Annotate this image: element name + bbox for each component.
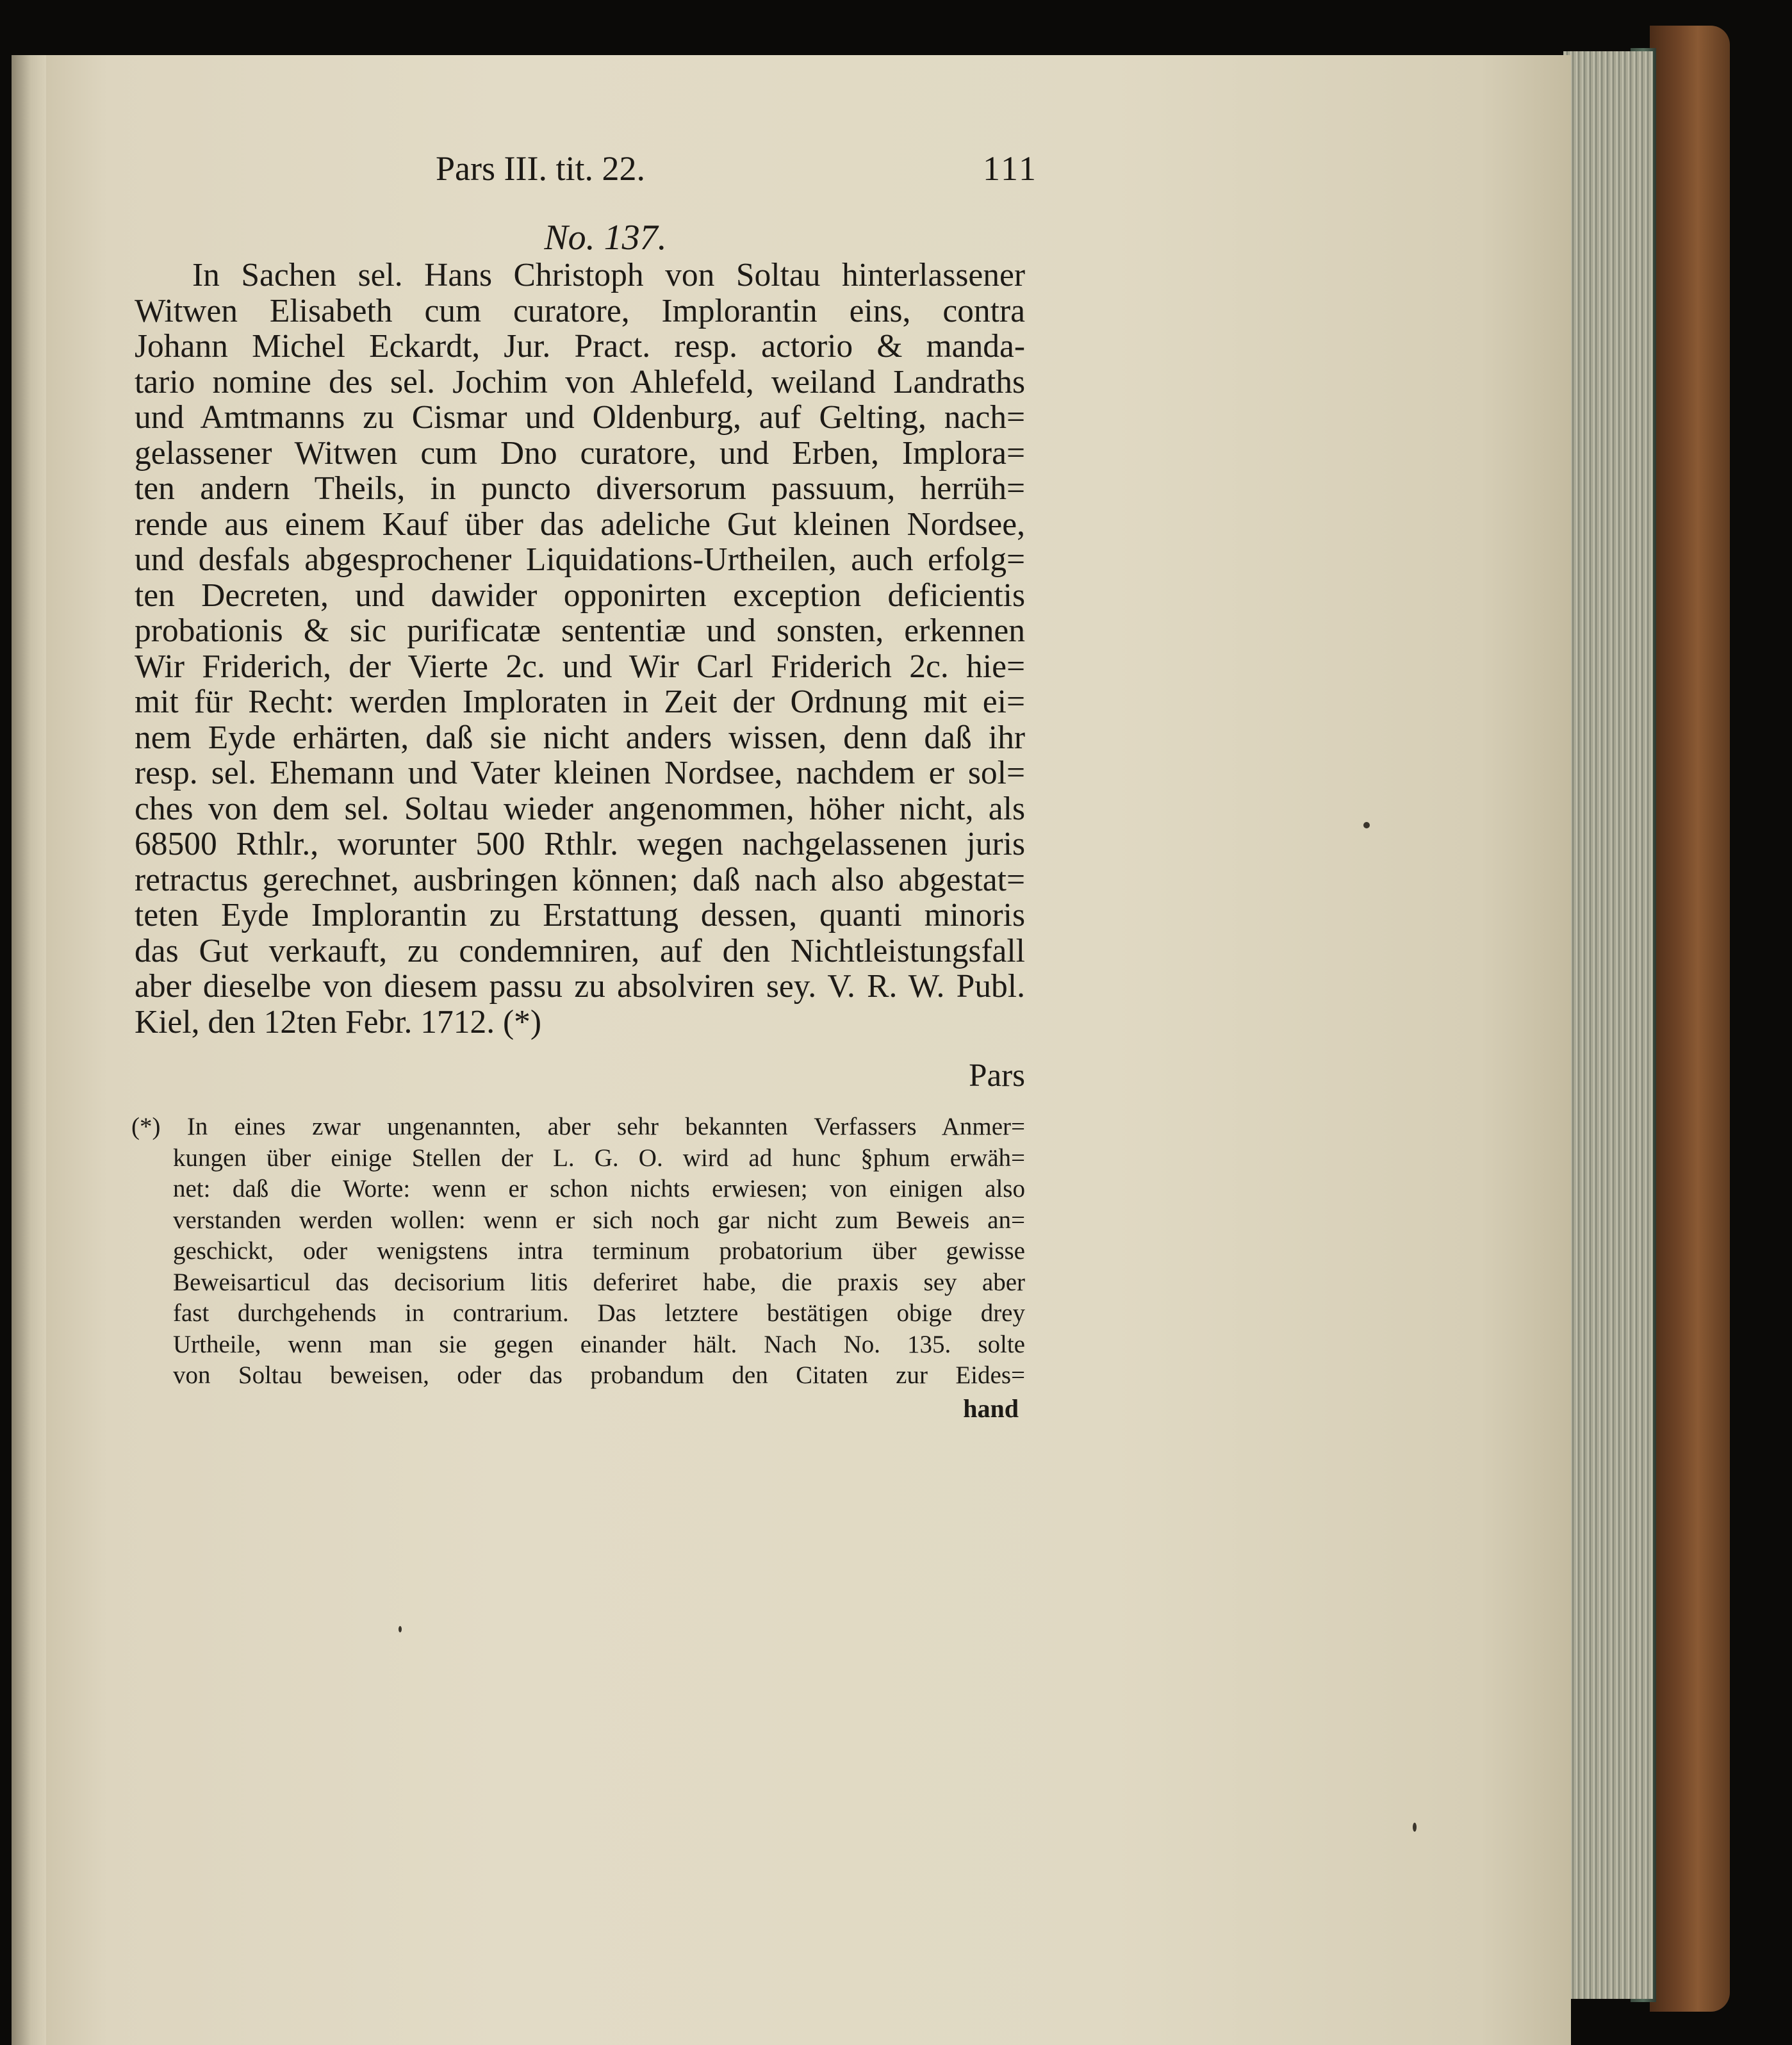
text-line: In Sachen sel. Hans Christoph von Soltau hinterlassener bbox=[192, 257, 1025, 293]
left-page-edge bbox=[12, 55, 47, 2045]
text-line: tario nomine des sel. Jochim von Ahlefeld, weiland Landraths bbox=[135, 363, 1025, 400]
text-line: ches von dem sel. Soltau wieder angenommen, höher nicht, als bbox=[135, 790, 1025, 827]
text-line: und Amtmanns zu Cismar und Oldenburg, auf Gelting, nach= bbox=[135, 399, 1025, 436]
page-number: 111 bbox=[983, 149, 1038, 188]
footnote-line: geschickt, oder wenigstens intra terminum probatorium über gewisse bbox=[173, 1237, 1025, 1265]
running-head-title: Pars III. tit. 22. bbox=[436, 149, 645, 188]
paper-speck bbox=[399, 1626, 402, 1632]
text-line: Witwen Elisabeth cum curatore, Implorantin eins, contra bbox=[135, 292, 1025, 329]
text-line: Wir Friderich, der Vierte 2c. und Wir Carl Friderich 2c. hie= bbox=[135, 648, 1025, 685]
page-fore-edge bbox=[1563, 51, 1653, 1999]
paper-speck bbox=[1363, 822, 1370, 828]
entry-heading: No. 137. bbox=[544, 218, 667, 258]
text-line: rende aus einem Kauf über das adeliche Gut kleinen Nordsee, bbox=[135, 505, 1025, 543]
text-line: Johann Michel Eckardt, Jur. Pract. resp. actorio & manda- bbox=[135, 328, 1025, 365]
text-line: ten andern Theils, in puncto diversorum passuum, herrüh= bbox=[135, 470, 1025, 507]
footnote-line: von Soltau beweisen, oder das probandum den Citaten zur Eides= bbox=[173, 1361, 1025, 1389]
text-line: retractus gerechnet, ausbringen können; daß nach also abgestat= bbox=[135, 861, 1025, 898]
text-line: gelassener Witwen cum Dno curatore, und Erben, Implora= bbox=[135, 434, 1025, 472]
footnote-catchword: hand bbox=[963, 1394, 1019, 1423]
text-line: 68500 Rthlr., worunter 500 Rthlr. wegen nachgelassenen juris bbox=[135, 826, 1025, 862]
text-line: resp. sel. Ehemann und Vater kleinen Nordsee, nachdem er sol= bbox=[135, 755, 1025, 791]
footnote-line: net: daß die Worte: wenn er schon nichts erwiesen; von einigen also bbox=[173, 1175, 1025, 1203]
text-line: nem Eyde erhärten, daß sie nicht anders wissen, denn daß ihr bbox=[135, 719, 1025, 756]
text-line: Kiel, den 12ten Febr. 1712. (*) bbox=[135, 1003, 542, 1040]
text-line: aber dieselbe von diesem passu zu absolviren sey. V. R. W. Publ. bbox=[135, 968, 1025, 1005]
catchword: Pars bbox=[969, 1058, 1025, 1094]
text-line: probationis & sic purificatæ sententiæ und sonsten, erkennen bbox=[135, 612, 1025, 649]
text-line: das Gut verkauft, zu condemniren, auf den Nichtleistungsfall bbox=[135, 932, 1025, 969]
footnote-line: Beweisarticul das decisorium litis deferiret habe, die praxis sey aber bbox=[173, 1268, 1025, 1296]
footnote bbox=[131, 1112, 1025, 1392]
footnote-line: fast durchgehends in contrarium. Das letztere bestätigen obige drey bbox=[173, 1299, 1025, 1327]
main-text bbox=[135, 218, 1025, 1040]
text-line: und desfals abgesprochener Liquidations-Urtheilen, auch erfolg= bbox=[135, 541, 1025, 578]
footnote-line: kungen über einige Stellen der L. G. O. wird ad hunc §phum erwäh= bbox=[173, 1144, 1025, 1172]
running-head bbox=[436, 149, 1038, 193]
text-line: ten Decreten, und dawider opponirten exception deficientis bbox=[135, 577, 1025, 614]
footnote-line: Urtheile, wenn man sie gegen einander hält. Nach No. 135. solte bbox=[173, 1330, 1025, 1358]
footnote-line: (*) In eines zwar ungenannten, aber sehr bekannten Verfassers Anmer= bbox=[131, 1113, 1025, 1140]
text-line: teten Eyde Implorantin zu Erstattung dessen, quanti minoris bbox=[135, 897, 1025, 933]
book-cover bbox=[1650, 26, 1730, 2012]
paper-speck bbox=[1413, 1823, 1417, 1832]
footnote-line: verstanden werden wollen: wenn er sich noch gar nicht zum Beweis an= bbox=[173, 1206, 1025, 1234]
text-line: mit für Recht: werden Imploraten in Zeit der Ordnung mit ei= bbox=[135, 684, 1025, 720]
